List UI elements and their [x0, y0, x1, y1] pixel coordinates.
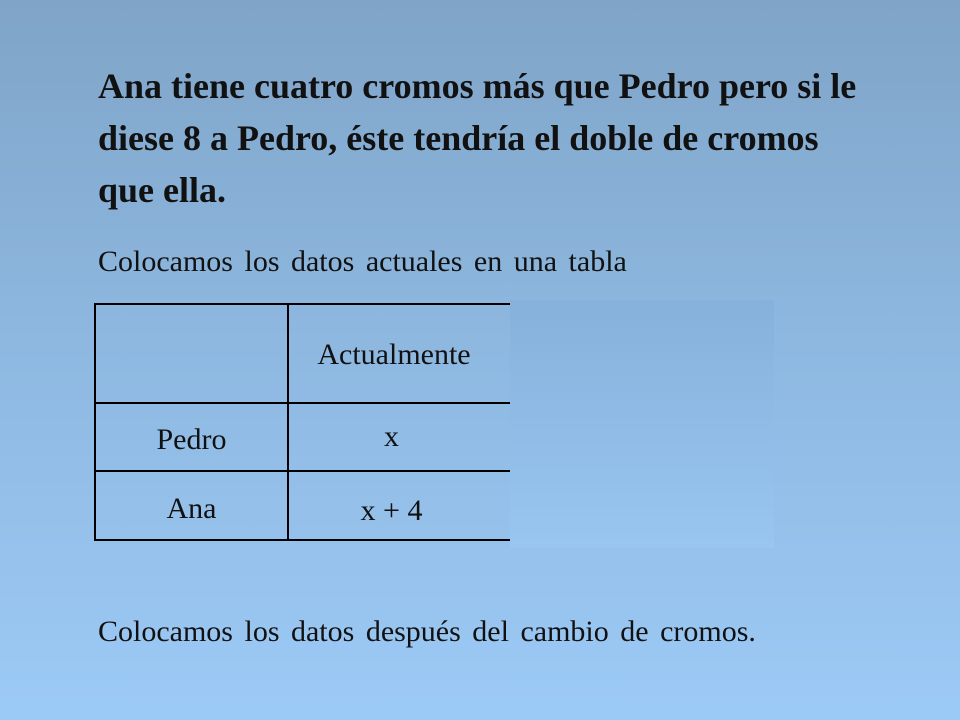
hidden-column-placeholder: [510, 300, 774, 548]
row-value-pedro: x: [384, 420, 399, 453]
header-actualmente: Actualmente: [317, 338, 471, 371]
row-label-ana: Ana: [166, 492, 217, 525]
table-divider-row2: [94, 470, 510, 472]
footer-text: Colocamos los datos después del cambio de cromos.: [98, 615, 756, 648]
table-border-top: [94, 303, 510, 305]
row-label-pedro: Pedro: [156, 423, 227, 456]
row-value-ana: x + 4: [360, 494, 423, 527]
table-border-bottom: [94, 539, 510, 541]
data-table: [94, 303, 510, 541]
table-divider-row1: [94, 402, 510, 404]
intro-text: Colocamos los datos actuales en una tabla: [98, 245, 627, 278]
problem-statement: Ana tiene cuatro cromos más que Pedro pero si le diese 8 a Pedro, éste tendría el doble de cromos que ella.: [98, 66, 857, 210]
